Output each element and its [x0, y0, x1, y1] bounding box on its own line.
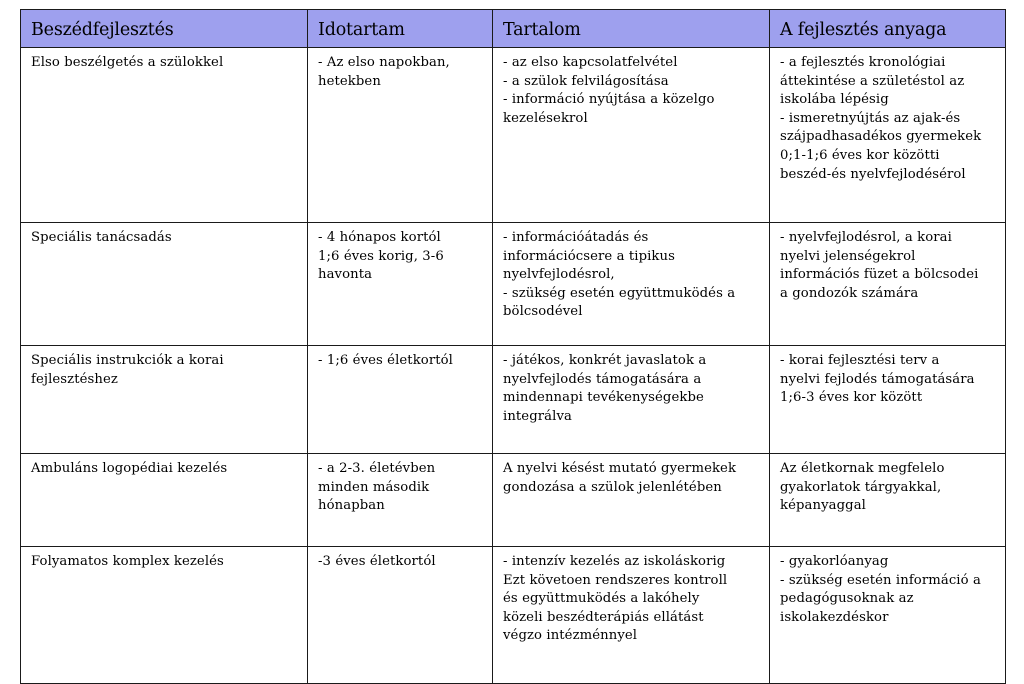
table-cell [21, 547, 308, 684]
table-row [21, 346, 1006, 454]
table-cell [21, 346, 308, 454]
table-cell [770, 454, 1006, 547]
table-cell [770, 547, 1006, 684]
table-cell [770, 48, 1006, 223]
table-cell [21, 454, 308, 547]
table-cell [308, 454, 493, 547]
cell-text: - 4 hónapos kortól 1;6 éves korig, 3-6 havonta [318, 230, 444, 283]
cell-text: Speciális instrukciók a korai fejlesztéshez [31, 353, 224, 387]
table-cell [21, 48, 308, 223]
table-cell [21, 223, 308, 346]
cell-text: Speciális tanácsadás [31, 230, 172, 245]
table-cell [770, 346, 1006, 454]
cell-text: - Az elso napokban, hetekben [318, 55, 450, 89]
table-row [21, 223, 1006, 346]
table-cell [493, 223, 770, 346]
table-cell [308, 346, 493, 454]
table-cell [308, 223, 493, 346]
header-idotartam: Idotartam [308, 10, 493, 48]
cell-text: - információátadás és információcsere a tipikus nyelvfejlodésrol, - szükség esetén együttmuködés a bölcsodével [503, 230, 736, 320]
cell-text: Ambuláns logopédiai kezelés [31, 461, 228, 476]
cell-text: - 1;6 éves életkortól [318, 353, 453, 368]
table-cell [308, 547, 493, 684]
table-row [21, 48, 1006, 223]
cell-text: - játékos, konkrét javaslatok a nyelvfejlodés támogatására a mindennapi tevékenységekbe integrálva [503, 353, 707, 424]
table-row [21, 547, 1006, 684]
header-fejlesztes-anyaga: A fejlesztés anyaga [770, 10, 1006, 48]
cell-text: Az életkornak megfelelo gyakorlatok tárgyakkal, képanyaggal [780, 461, 945, 514]
cell-text: Folyamatos komplex kezelés [31, 554, 224, 569]
cell-text: - a 2-3. életévben minden második hónapban [318, 461, 436, 514]
table-cell [493, 454, 770, 547]
cell-text: -3 éves életkortól [318, 554, 436, 569]
table-row [21, 454, 1006, 547]
cell-text: Elso beszélgetés a szülokkel [31, 55, 224, 70]
table-cell [493, 48, 770, 223]
cell-text: - a fejlesztés kronológiai áttekintése a születéstol az iskolába lépésig - ismeretnyújtás az ajak-és szájpadhasadékos gyermekek 0;1-1;6 éves kor közötti beszéd-és nyelvfejlodésérol [780, 55, 982, 182]
cell-text: - nyelvfejlodésrol, a korai nyelvi jelenségekrol információs füzet a bölcsodei a gondozók számára [780, 230, 979, 301]
table-cell [770, 223, 1006, 346]
table-cell [493, 346, 770, 454]
header-row [21, 10, 1006, 48]
table-cell [493, 547, 770, 684]
header-beszedfejlesztes: Beszédfejlesztés [21, 10, 308, 48]
header-tartalom: Tartalom [493, 10, 770, 48]
cell-text: A nyelvi késést mutató gyermekek gondozása a szülok jelenlétében [503, 461, 737, 495]
table-cell [308, 48, 493, 223]
cell-text: - intenzív kezelés az iskoláskorig Ezt követoen rendszeres kontroll és együttmuködés a lakóhely közeli beszédterápiás ellátást végzo intézménnyel [503, 554, 728, 644]
cell-text: - gyakorlóanyag - szükség esetén információ a pedagógusoknak az iskolakezdéskor [780, 554, 981, 625]
cell-text: - az elso kapcsolatfelvétel - a szülok felvilágosítása - információ nyújtása a közelgo kezelésekrol [503, 55, 715, 126]
cell-text: - korai fejlesztési terv a nyelvi fejlodés támogatására 1;6-3 éves kor között [780, 353, 975, 406]
development-table [20, 9, 1006, 684]
